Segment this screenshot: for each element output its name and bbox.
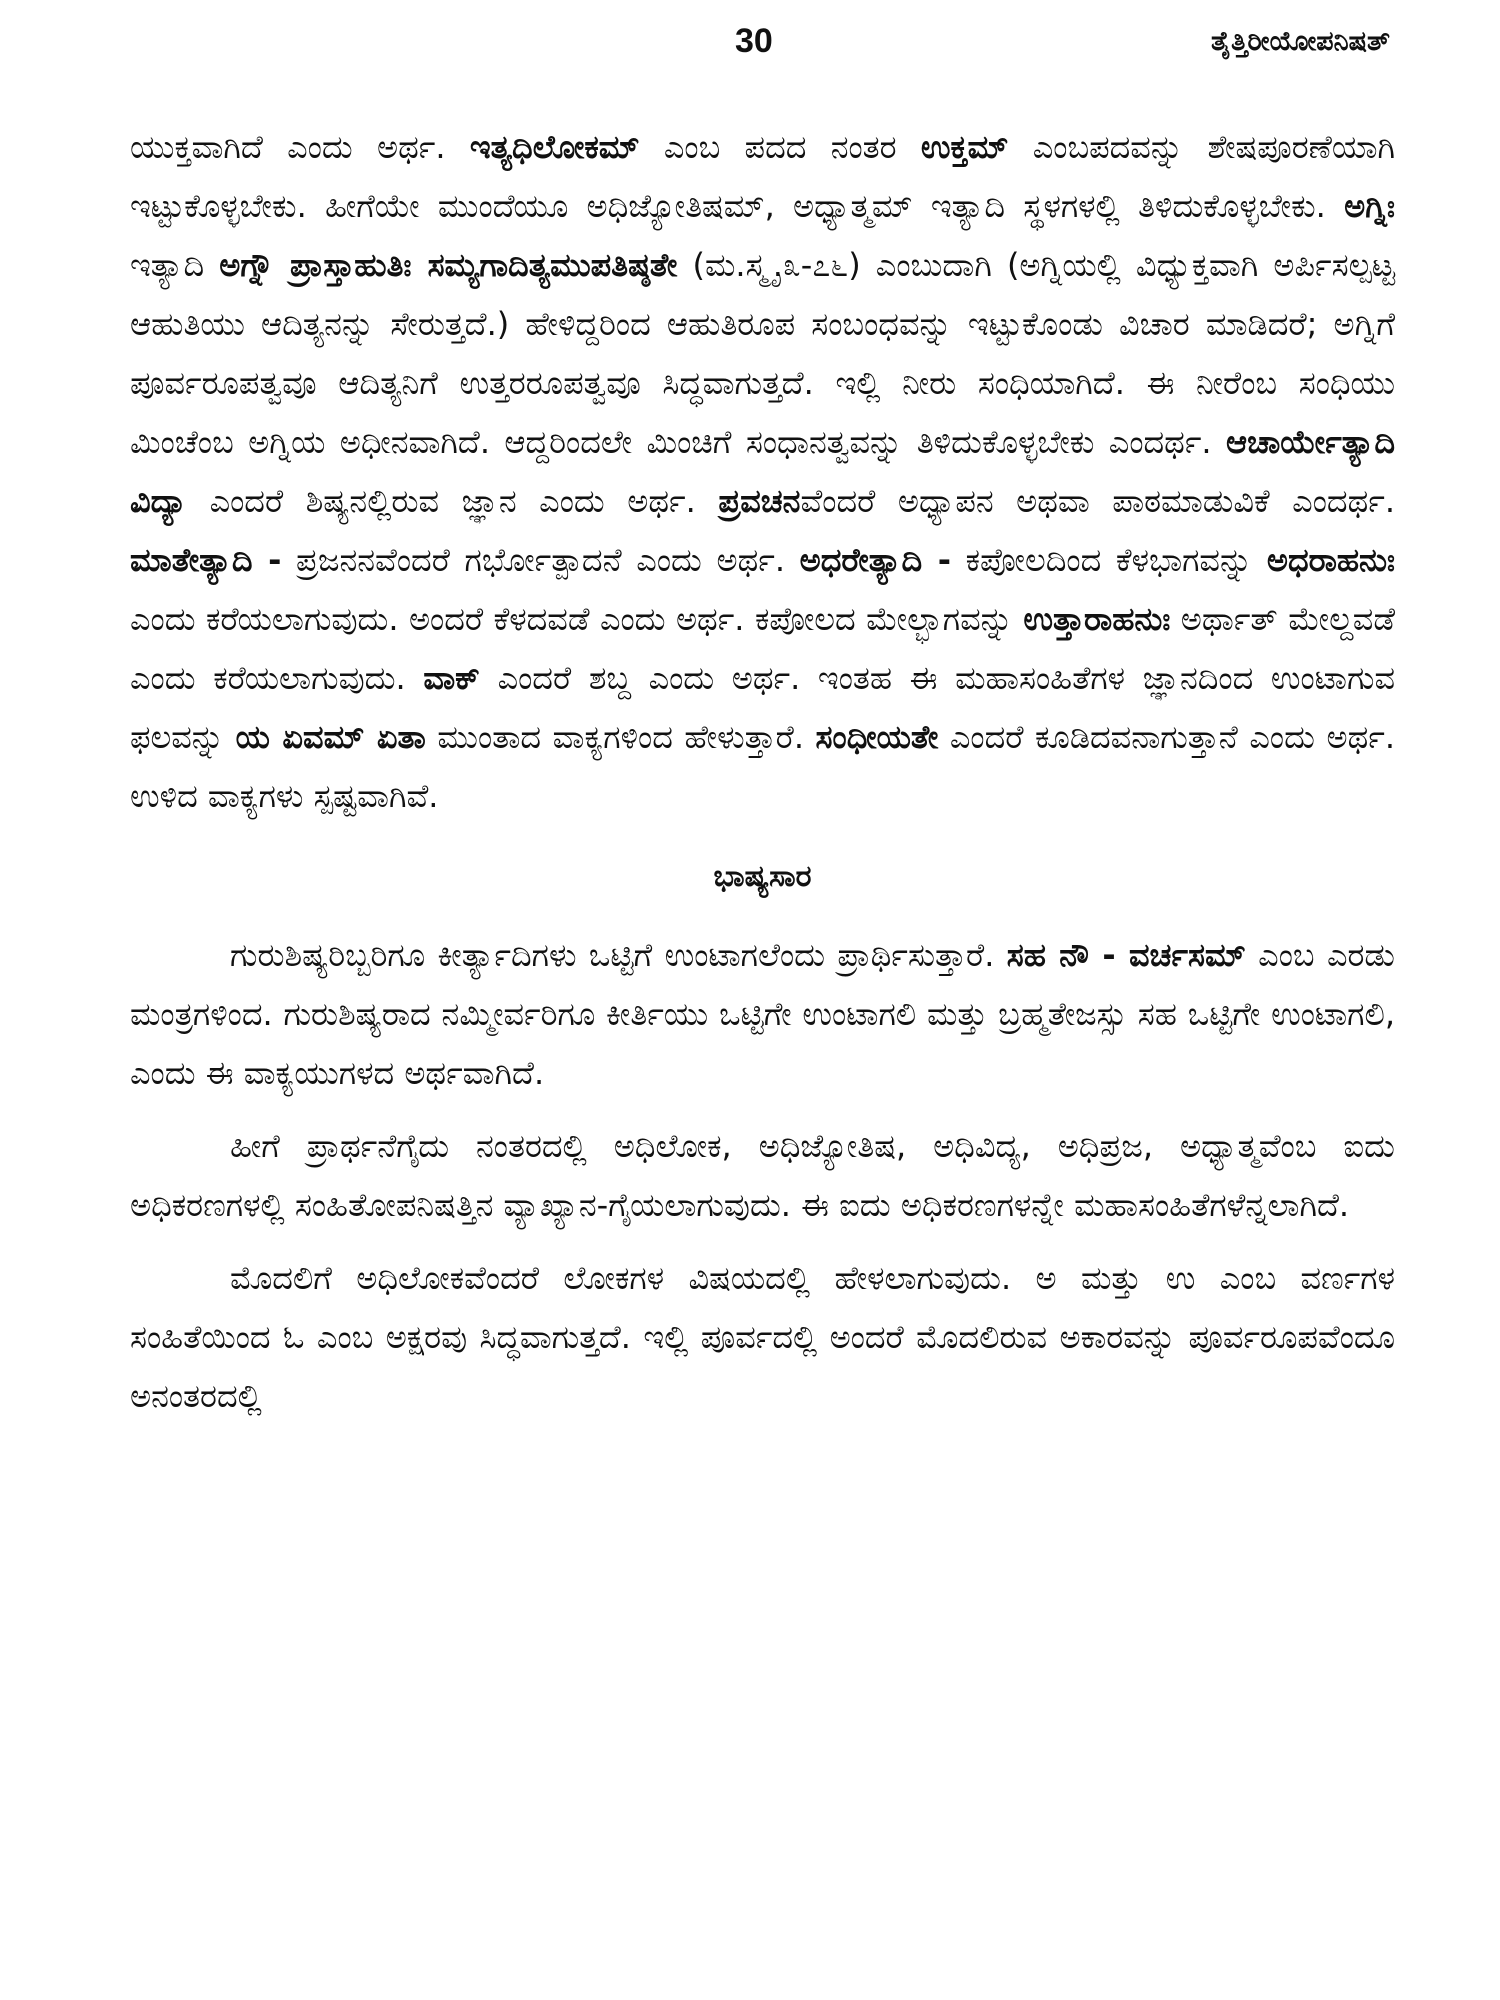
bold-term: ಪ್ರವಚನ: [718, 482, 801, 520]
bold-term: ಅಧರೇತ್ಯಾದಿ -: [799, 541, 952, 579]
text-run: ಎಂದು ಕರೆಯಲಾಗುವುದು. ಅಂದರೆ ಕೆಳದವಡೆ ಎಂದು ಅರ್ಥ. ಕಪೋಲದ ಮೇಲ್ಭಾಗವನ್ನು: [130, 600, 1024, 638]
text-run: ಎಂಬ ಪದದ ನಂತರ: [639, 128, 921, 166]
bold-term: ಉತ್ತಾರಾಹನುಃ: [1023, 600, 1171, 638]
text-run: ಎಂದರೆ ಶಿಷ್ಯನಲ್ಲಿರುವ ಜ್ಞಾನ ಎಂದು ಅರ್ಥ.: [187, 482, 719, 520]
page-body: [130, 118, 1395, 1426]
text-run: ಎಂಬಪದವನ್ನು ಶೇಷಪೂರಣೆಯಾಗಿ ಇಟ್ಟುಕೊಳ್ಳಬೇಕು. ಹೀಗೆಯೇ ಮುಂದೆಯೂ ಅಧಿಜ್ಯೋತಿಷಮ್, ಅಧ್ಯಾತ್ಮಮ್ ಇತ್ಯಾದಿ ಸ್ಥಳಗಳಲ್ಲಿ ತಿಳಿದುಕೊಳ್ಳಬೇಕು.: [130, 128, 1395, 225]
bold-term: ಅಗ್ನಿಃ: [1344, 187, 1395, 225]
text-run: ಗುರುಶಿಷ್ಯರಿಬ್ಬರಿಗೂ ಕೀರ್ತ್ಯಾದಿಗಳು ಒಟ್ಟಿಗೆ ಉಂಟಾಗಲೆಂದು ಪ್ರಾರ್ಥಿಸುತ್ತಾರೆ.: [230, 936, 1007, 974]
text-run: ಇತ್ಯಾದಿ: [130, 246, 220, 284]
bold-term: ಅಗ್ನೌ ಪ್ರಾಸ್ತಾಹುತಿಃ ಸಮ್ಯಗಾದಿತ್ಯಮುಪತಿಷ್ಠತೇ: [219, 246, 678, 284]
section-heading-bhashyasara: ಭಾಷ್ಯಸಾರ: [713, 859, 812, 894]
bold-term: ಸಹ ನೌ - ವರ್ಚಸಮ್: [1006, 936, 1246, 974]
text-run: ಯುಕ್ತವಾಗಿದೆ ಎಂದು ಅರ್ಥ.: [130, 128, 470, 166]
text-run: ಎಂದರೆ ಕೂಡಿದವನಾಗುತ್ತಾನೆ ಎಂದು ಅರ್ಥ. ಉಳಿದ ವಾಕ್ಯಗಳು ಸ್ಪಷ್ಟವಾಗಿವೆ.: [130, 718, 1395, 815]
text-run: ವೆಂದರೆ ಅಧ್ಯಾಪನ ಅಥವಾ ಪಾಠಮಾಡುವಿಕೆ ಎಂದರ್ಥ.: [800, 482, 1395, 520]
bold-term: ಉಕ್ತಮ್: [920, 128, 1009, 166]
commentary-paragraph: [130, 118, 1395, 826]
text-run: ಪ್ರಜನನವೆಂದರೆ ಗರ್ಭೋತ್ಪಾದನೆ ಎಂದು ಅರ್ಥ.: [281, 541, 800, 579]
running-title: ತೈತ್ತಿರೀಯೋಪನಿಷತ್: [1211, 26, 1390, 57]
text-run: (ಮ.ಸ್ಮೃ.೩-೭೬) ಎಂಬುದಾಗಿ (ಅಗ್ನಿಯಲ್ಲಿ ವಿಧ್ಯುಕ್ತವಾಗಿ ಅರ್ಪಿಸಲ್ಪಟ್ಟ ಆಹುತಿಯು ಆದಿತ್ಯನನ್ನು ಸೇರುತ್ತದೆ.) ಹೇಳಿದ್ದರಿಂದ ಆಹುತಿರೂಪ ಸಂಬಂಧವನ್ನು ಇಟ್ಟುಕೊಂಡು ವಿಚಾರ ಮಾಡಿದರೆ; ಅಗ್ನಿಗೆ ಪೂರ್ವರೂಪತ್ವವೂ ಆದಿತ್ಯನಿಗೆ ಉತ್ತರರೂಪತ್ವವೂ ಸಿದ್ಧವಾಗುತ್ತದೆ. ಇಲ್ಲಿ ನೀರು ಸಂಧಿಯಾಗಿದೆ. ಈ ನೀರೆಂಬ ಸಂಧಿಯು ಮಿಂಚೆಂಬ ಅಗ್ನಿಯ ಅಧೀನವಾಗಿದೆ. ಆದ್ದರಿಂದಲೇ ಮಿಂಚಿಗೆ ಸಂಧಾನತ್ವವನ್ನು ತಿಳಿದುಕೊಳ್ಳಬೇಕು ಎಂದರ್ಥ.: [130, 246, 1395, 461]
bold-term: ಅಧರಾಹನುಃ: [1266, 541, 1395, 579]
bold-term: ಸಂಧೀಯತೇ: [815, 718, 939, 756]
text-run: ಅರ್ಥಾತ್ ಮೇಲ್ದವಡೆ ಎಂದು ಕರೆಯಲಾಗುವುದು.: [130, 600, 1395, 697]
bold-term: ಮಾತೇತ್ಯಾದಿ -: [130, 541, 282, 579]
bhashyasara-paragraph-2: ಹೀಗೆ ಪ್ರಾರ್ಥನೆಗೈದು ನಂತರದಲ್ಲಿ ಅಧಿಲೋಕ, ಅಧಿಜ್ಯೋತಿಷ, ಅಧಿವಿದ್ಯ, ಅಧಿಪ್ರಜ, ಅಧ್ಯಾತ್ಮವೆಂಬ ಐದು ಅಧಿಕರಣಗಳಲ್ಲಿ ಸಂಹಿತೋಪನಿಷತ್ತಿನ ವ್ಯಾಖ್ಯಾನ-ಗೈಯಲಾಗುವುದು. ಈ ಐದು ಅಧಿಕರಣಗಳನ್ನೇ ಮಹಾಸಂಹಿತೆಗಳೆನ್ನಲಾಗಿದೆ.: [130, 1127, 1395, 1224]
bhashyasara-paragraph-3: ಮೊದಲಿಗೆ ಅಧಿಲೋಕವೆಂದರೆ ಲೋಕಗಳ ವಿಷಯದಲ್ಲಿ ಹೇಳಲಾಗುವುದು. ಅ ಮತ್ತು ಉ ಎಂಬ ವರ್ಣಗಳ ಸಂಹಿತೆಯಿಂದ ಓ ಎಂಬ ಅಕ್ಷರವು ಸಿದ್ಧವಾಗುತ್ತದೆ. ಇಲ್ಲಿ ಪೂರ್ವದಲ್ಲಿ ಅಂದರೆ ಮೊದಲಿರುವ ಅಕಾರವನ್ನು ಪೂರ್ವರೂಪವೆಂದೂ ಅನಂತರದಲ್ಲಿ: [130, 1259, 1395, 1415]
bold-term: ಇತ್ಯಧಿಲೋಕಮ್: [469, 128, 640, 166]
text-run: ಎಂದರೆ ಶಬ್ದ ಎಂದು ಅರ್ಥ. ಇಂತಹ ಈ ಮಹಾಸಂಹಿತೆಗಳ ಜ್ಞಾನದಿಂದ ಉಂಟಾಗುವ ಫಲವನ್ನು: [130, 659, 1395, 756]
bhashyasara-paragraph-1: [130, 926, 1395, 1103]
page-number: 30: [735, 22, 773, 60]
running-header: [0, 22, 1500, 82]
bold-term: ವಾಕ್: [423, 659, 480, 697]
text-run: ಎಂಬ ಎರಡು ಮಂತ್ರಗಳಿಂದ. ಗುರುಶಿಷ್ಯರಾದ ನಮ್ಮೀರ್ವರಿಗೂ ಕೀರ್ತಿಯು ಒಟ್ಟಿಗೇ ಉಂಟಾಗಲಿ ಮತ್ತು ಬ್ರಹ್ಮತೇಜಸ್ಸು ಸಹ ಒಟ್ಟಿಗೇ ಉಂಟಾಗಲಿ, ಎಂದು ಈ ವಾಕ್ಯಯುಗಳದ ಅರ್ಥವಾಗಿದೆ.: [130, 936, 1395, 1092]
bold-term: ಯ ಏವಮ್ ಏತಾ: [235, 718, 426, 756]
text-run: ಕಪೋಲದಿಂದ ಕೆಳಭಾಗವನ್ನು: [951, 541, 1267, 579]
text-run: ಮುಂತಾದ ವಾಕ್ಯಗಳಿಂದ ಹೇಳುತ್ತಾರೆ.: [425, 718, 816, 756]
bold-term: ಆಚಾರ್ಯೇತ್ಯಾದಿ ವಿದ್ಯಾ: [130, 423, 1395, 520]
